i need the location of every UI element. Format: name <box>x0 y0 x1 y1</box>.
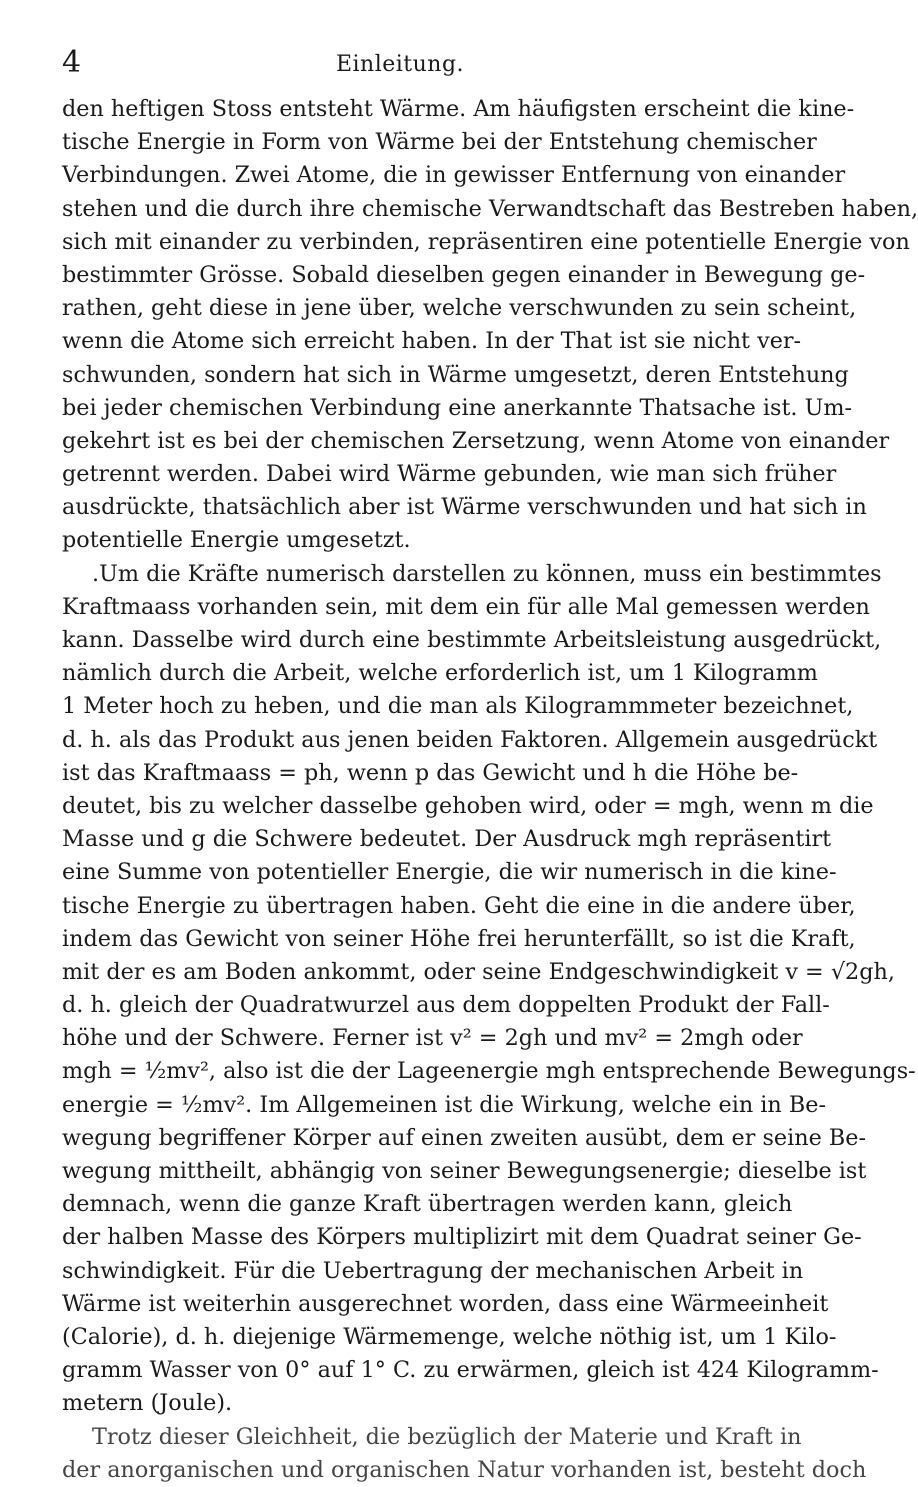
text-line: mit der es am Boden ankommt, oder seine Endgeschwindigkeit v = √2gh, <box>62 958 895 985</box>
text-line: bestimmter Grösse. Sobald dieselben gegen einander in Bewegung ge- <box>62 261 866 288</box>
text-line: schwunden, sondern hat sich in Wärme umgesetzt, deren Entstehung <box>62 361 849 388</box>
text-line: .Um die Kräfte numerisch darstellen zu können, muss ein bestimmtes <box>92 560 882 587</box>
text-line: ist das Kraftmaass = ph, wenn p das Gewicht und h die Höhe be- <box>62 759 799 786</box>
text-line: wegung begriffener Körper auf einen zweiten ausübt, dem er seine Be- <box>62 1124 866 1151</box>
paragraph <box>62 1421 867 1487</box>
text-line: energie = ½mv². Im Allgemeinen ist die Wirkung, welche ein in Be- <box>62 1091 826 1118</box>
text-line: Verbindungen. Zwei Atome, die in gewisser Entfernung von einander <box>62 162 846 189</box>
body-text <box>62 93 918 1487</box>
text-line: potentielle Energie umgesetzt. <box>62 527 411 554</box>
text-line: stehen und die durch ihre chemische Verwandtschaft das Bestreben haben, <box>62 195 918 222</box>
text-line: getrennt werden. Dabei wird Wärme gebunden, wie man sich früher <box>62 461 837 488</box>
text-line: Wärme ist weiterhin ausgerechnet worden, dass eine Wärmeeinheit <box>62 1290 829 1317</box>
running-head: Einleitung. <box>335 52 465 77</box>
text-line: tische Energie in Form von Wärme bei der Entstehung chemischer <box>62 129 817 156</box>
text-line: d. h. gleich der Quadratwurzel aus dem doppelten Produkt der Fall- <box>62 992 830 1019</box>
text-line: gramm Wasser von 0° auf 1° C. zu erwärmen, gleich ist 424 Kilogramm- <box>62 1357 879 1384</box>
text-line: der halben Masse des Körpers multiplizirt mit dem Quadrat seiner Ge- <box>62 1224 862 1251</box>
text-line: 1 Meter hoch zu heben, und die man als Kilogrammmeter bezeichnet, <box>62 693 854 720</box>
text-line: Trotz dieser Gleichheit, die bezüglich der Materie und Kraft in <box>92 1423 802 1450</box>
paragraph <box>62 93 918 558</box>
page-number: 4 <box>62 45 82 80</box>
text-line: wegung mittheilt, abhängig von seiner Bewegungsenergie; dieselbe ist <box>62 1158 867 1184</box>
text-line: metern (Joule). <box>62 1390 233 1417</box>
text-line: schwindigkeit. Für die Uebertragung der mechanischen Arbeit in <box>62 1257 804 1284</box>
text-line: mgh = ½mv², also ist die der Lageenergie mgh entsprechende Bewegungs- <box>62 1058 916 1085</box>
text-line: der anorganischen und organischen Natur vorhanden ist, besteht doch <box>62 1456 867 1483</box>
text-line: sich mit einander zu verbinden, repräsentiren eine potentielle Energie von <box>62 228 910 255</box>
text-line: ausdrückte, thatsächlich aber ist Wärme verschwunden und hat sich in <box>62 494 867 521</box>
text-line: bei jeder chemischen Verbindung eine anerkannte Thatsache ist. Um- <box>62 394 853 421</box>
text-line: (Calorie), d. h. diejenige Wärmemenge, welche nöthig ist, um 1 Kilo- <box>62 1323 837 1350</box>
text-line: gekehrt ist es bei der chemischen Zersetzung, wenn Atome von einander <box>62 427 890 454</box>
text-line: den heftigen Stoss entsteht Wärme. Am häufigsten erscheint die kine- <box>62 96 855 122</box>
text-line: tische Energie zu übertragen haben. Geht die eine in die andere über, <box>62 892 856 919</box>
text-line: nämlich durch die Arbeit, welche erforderlich ist, um 1 Kilogramm <box>62 660 818 687</box>
page-header <box>62 45 738 80</box>
text-line: d. h. als das Produkt aus jenen beiden Faktoren. Allgemein ausgedrückt <box>62 726 878 753</box>
text-line: indem das Gewicht von seiner Höhe frei herunterfällt, so ist die Kraft, <box>62 925 856 952</box>
text-line: demnach, wenn die ganze Kraft übertragen werden kann, gleich <box>62 1191 793 1218</box>
paragraph <box>62 558 916 1421</box>
text-line: deutet, bis zu welcher dasselbe gehoben wird, oder = mgh, wenn m die <box>62 792 874 819</box>
text-line: kann. Dasselbe wird durch eine bestimmte Arbeitsleistung ausgedrückt, <box>62 627 882 653</box>
text-line: wenn die Atome sich erreicht haben. In der That ist sie nicht ver- <box>62 328 802 355</box>
text-line: Masse und g die Schwere bedeutet. Der Ausdruck mgh repräsentirt <box>62 826 832 853</box>
text-line: eine Summe von potentieller Energie, die wir numerisch in die kine- <box>62 859 837 886</box>
text-line: Kraftmaass vorhanden sein, mit dem ein für alle Mal gemessen werden <box>62 593 870 620</box>
text-line: höhe und der Schwere. Ferner ist v² = 2gh und mv² = 2mgh oder <box>62 1025 803 1052</box>
text-line: rathen, geht diese in jene über, welche verschwunden zu sein scheint, <box>62 295 857 322</box>
